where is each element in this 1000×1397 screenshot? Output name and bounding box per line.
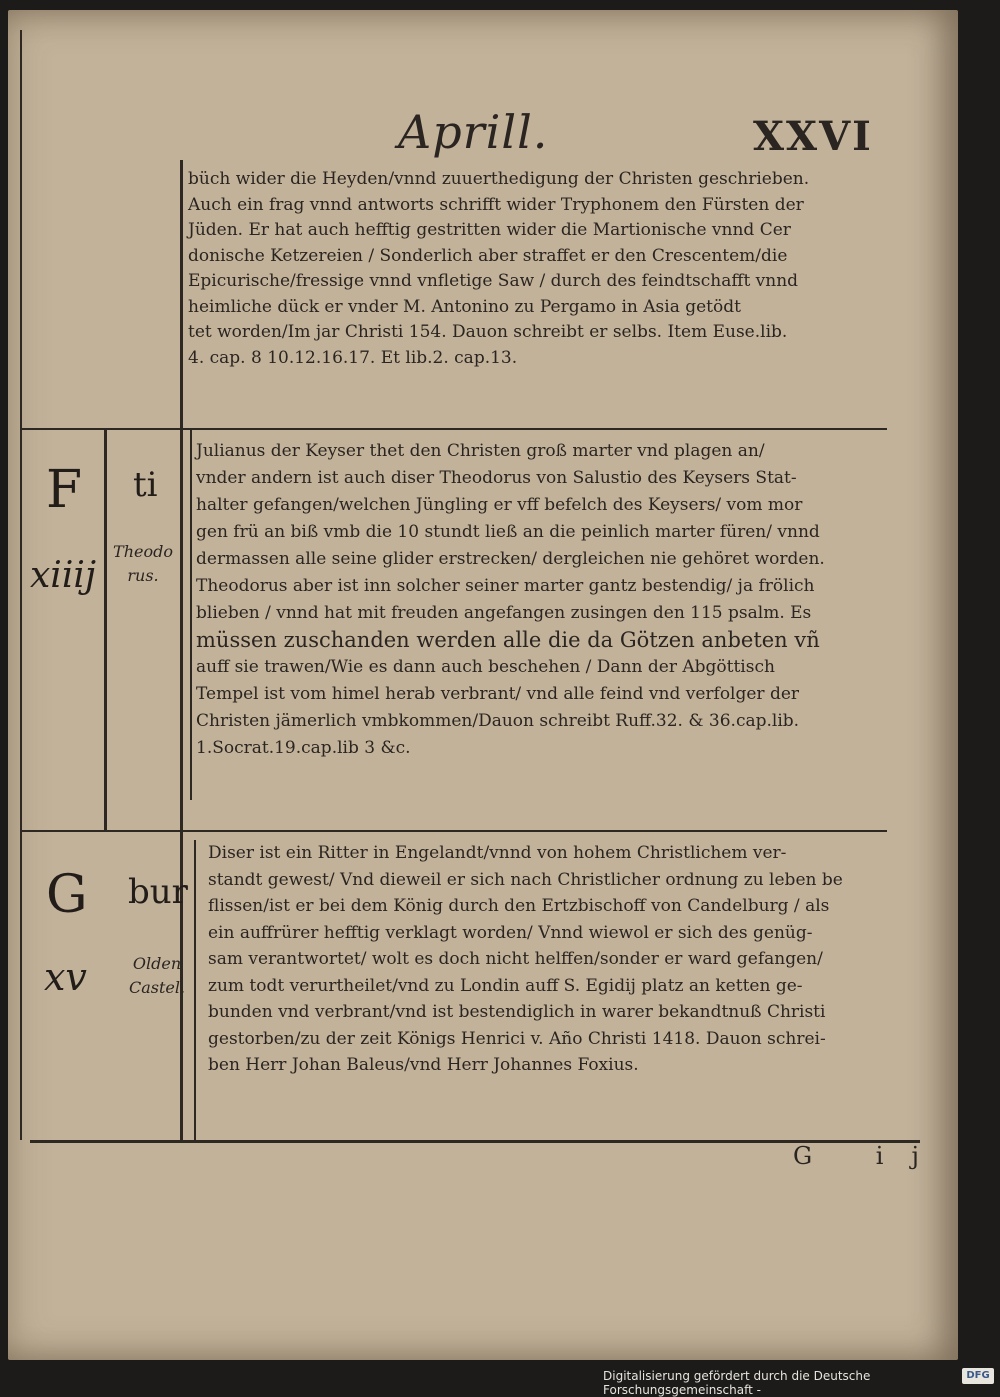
text-line: Christen jämerlich vmbkommen/Dauon schreibt Ruff.32. & 36.cap.lib. (196, 711, 800, 731)
text-line: auff sie trawen/Wie es dann auch beschehen / Dann der Abgöttisch (196, 657, 775, 677)
day-letter: F (46, 460, 83, 520)
text-line: Auch ein frag vnnd antworts schrifft wider Tryphonem den Fürsten der (188, 194, 804, 215)
text-line: müssen zuschanden werden alle die da Götzen anbeten vñ (196, 628, 820, 652)
text-line: halter gefangen/welchen Jüngling er vff befelch des Keysers/ vom mor (196, 495, 803, 515)
text-line: Jüden. Er hat auch hefftig gestritten wider die Martionische vnnd Cer (188, 220, 791, 240)
calendar-syllable: bur (128, 872, 188, 912)
day-letter: G (46, 865, 88, 925)
text-line: heimliche dück er vnder M. Antonino zu Pergamo in Asia getödt (188, 296, 741, 317)
text-line: zum todt verurtheilet/vnd zu Londin auff S. Egidij platz an ketten ge- (208, 975, 803, 996)
signature-mark: G ij (793, 1142, 947, 1170)
digitization-credit: Digitalisierung gefördert durch die Deutsche Forschungsgemeinschaft - (603, 1369, 871, 1397)
text-line: bunden vnd verbrant/vnd ist bestendiglich in warer bekandtnuß Christi (208, 1002, 826, 1022)
text-line: sam verantwortet/ wolt es doch nicht helffen/sonder er ward gefangen/ (208, 949, 823, 969)
book-page (8, 10, 958, 1360)
calendar-syllable: ti (133, 465, 158, 505)
column-rule-left (104, 430, 107, 830)
day-number: xv (44, 955, 87, 999)
entry-theodorus-text (196, 438, 896, 762)
text-line: Epicurische/fressige vnnd vnfletige Saw / durch des feindtschafft vnnd (188, 271, 799, 291)
page-header-title: Aprill. (398, 105, 549, 159)
text-line: flissen/ist er bei dem König durch den Ertzbischoff von Candelburg / als (208, 896, 830, 916)
saint-name: Theodo rus. (113, 542, 173, 585)
text-line: ein auffrürer hefftig verklagt worden/ Vnnd wiewol er sich des genüg- (208, 922, 813, 943)
margin-rule (20, 30, 22, 1140)
entry-oldencastel-text (208, 840, 908, 1079)
saint-name: Olden Castel. (128, 954, 186, 997)
text-line: donische Ketzereien / Sonderlich aber straffet er den Crescentem/die (188, 245, 788, 266)
text-line: Tempel ist vom himel herab verbrant/ vnd alle feind vnd verfolger der (196, 684, 800, 704)
text-line: büch wider die Heyden/vnnd zuuerthedigung der Christen geschrieben. (188, 169, 810, 189)
column-rule-text (190, 430, 192, 800)
text-line: gen frü an biß vmb die 10 stundt ließ an die peinlich marter füren/ vnnd (196, 522, 820, 542)
text-line: gestorben/zu der zeit Königs Henrici v. Año Christi 1418. Dauon schrei- (208, 1028, 826, 1049)
entry-continued-text (188, 167, 888, 371)
dfg-logo: DFG (962, 1368, 994, 1384)
text-line: Theodorus aber ist inn solcher seiner marter gantz bestendig/ ja frölich (196, 576, 815, 596)
day-number: xiiij (30, 555, 97, 596)
text-line: blieben / vnnd hat mit freuden angefangen zusingen den 115 psalm. Es (196, 603, 812, 623)
text-line: Julianus der Keyser thet den Christen groß marter vnd plagen an/ (196, 441, 765, 461)
text-line: 1.Socrat.19.cap.lib 3 &c. (196, 738, 411, 758)
row-rule-bottom (30, 1140, 920, 1143)
text-line: tet worden/Im jar Christi 154. Dauon schreibt er selbs. Item Euse.lib. (188, 322, 788, 342)
row-rule-2 (22, 830, 887, 832)
column-rule-text-2 (194, 840, 196, 1140)
text-line: standt gewest/ Vnd dieweil er sich nach Christlicher ordnung zu leben be (208, 869, 843, 890)
text-line: 4. cap. 8 10.12.16.17. Et lib.2. cap.13. (188, 347, 518, 368)
text-line: Diser ist ein Ritter in Engelandt/vnnd von hohem Christlichem ver- (208, 843, 787, 863)
text-line: vnder andern ist auch diser Theodorus von Salustio des Keysers Stat- (196, 468, 797, 488)
row-rule-1 (22, 428, 887, 430)
text-line: dermassen alle seine glider erstrecken/ dergleichen nie gehöret worden. (196, 549, 825, 569)
page-folio-number: XXVI (753, 113, 873, 160)
text-line: ben Herr Johan Baleus/vnd Herr Johannes Foxius. (208, 1055, 639, 1075)
